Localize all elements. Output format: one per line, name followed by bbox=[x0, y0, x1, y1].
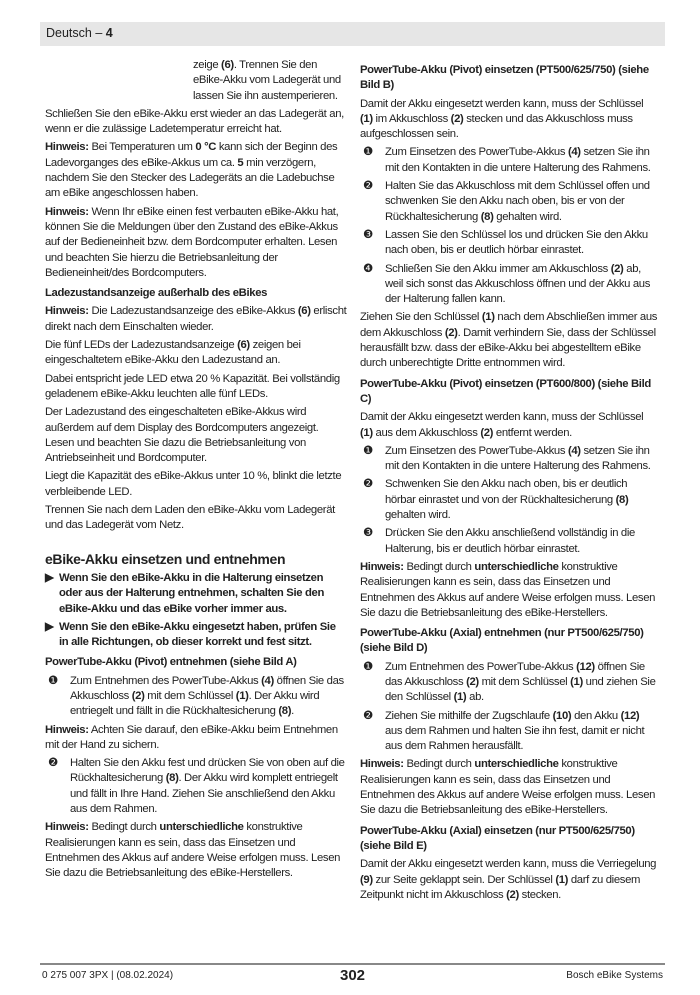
bold-text: Hinweis: bbox=[45, 205, 89, 218]
text: Bedingt durch bbox=[403, 560, 475, 573]
text: und ziehen Sie den Schlüssel bbox=[385, 675, 656, 704]
header-section: 4 bbox=[105, 26, 113, 40]
text: PowerTube-Akku (Pivot) einsetzen (PT500/625/750) (siehe Bild B) bbox=[360, 64, 649, 92]
text: stecken. bbox=[518, 888, 561, 901]
bold-text: (1) bbox=[481, 311, 495, 324]
step-item bbox=[360, 709, 658, 755]
paragraph bbox=[45, 469, 347, 500]
paragraph bbox=[360, 560, 658, 621]
subheading bbox=[45, 655, 347, 670]
text: Halten Sie das Akkuschloss mit dem Schlüssel offen und schwenken Sie den Akku nach oben, bis er von der Rückhaltesicherung bbox=[385, 180, 650, 223]
text: Bedingt durch bbox=[88, 821, 160, 834]
bold-text: Hinweis: bbox=[45, 821, 89, 834]
warning-bullet bbox=[45, 620, 347, 651]
paragraph bbox=[45, 205, 347, 281]
bold-text: (10) bbox=[552, 709, 572, 722]
step-number-icon: ❹ bbox=[363, 262, 373, 275]
step-item bbox=[360, 145, 658, 176]
page-footer bbox=[40, 963, 665, 984]
text: nach dem Abschließen immer aus dem Akkuschloss bbox=[360, 311, 658, 339]
paragraph bbox=[360, 757, 658, 818]
step-item bbox=[360, 477, 658, 523]
text: Wenn Ihr eBike einen fest verbauten eBike-Akku hat, können Sie die Meldungen über den Zustand des eBike-Akkus auf der Bedieneinheit bzw. dem Bordcomputer erhalten. Lesen und beachten Sie hierzu die Betriebsanleitung der Bedieneinheit/des Bordcomputers. bbox=[45, 205, 339, 279]
text: Die fünf LEDs der Ladezustandsanzeige bbox=[45, 339, 238, 352]
text: Ziehen Sie mithilfe der Zugschlaufe bbox=[385, 709, 553, 722]
step-item bbox=[360, 228, 658, 259]
text: Zum Entnehmen des PowerTube-Akkus bbox=[70, 674, 262, 687]
paragraph bbox=[45, 140, 347, 201]
triangle-bullet-icon: ▶ bbox=[45, 571, 54, 584]
bold-text: (1) bbox=[360, 112, 373, 125]
text: Der Ladezustand des eingeschalteten eBike-Akkus wird außerdem auf dem Display des Bordcomputers angezeigt. Lesen und beachten Sie dazu die Betriebsanleitung von Antriebseinheit und Bordcomputer. bbox=[45, 406, 319, 465]
text: im Akkuschloss bbox=[372, 112, 451, 125]
header-title bbox=[46, 26, 113, 40]
text: mit dem Schlüssel bbox=[144, 689, 236, 702]
bold-text: (9) bbox=[360, 873, 373, 886]
text: PowerTube-Akku (Pivot) einsetzen (PT600/800) (siehe Bild C) bbox=[360, 377, 651, 405]
paragraph bbox=[45, 304, 347, 335]
step-number-icon: ❶ bbox=[363, 660, 373, 673]
paragraph bbox=[360, 97, 658, 143]
bold-text: (2) bbox=[480, 426, 494, 439]
text: Bei Temperaturen um bbox=[88, 141, 196, 154]
text: . Der Akku wird komplett entriegelt und fällt in Ihre Hand. Ziehen Sie anschließend den Akku aus dem Rahmen. bbox=[70, 772, 338, 816]
text: Zum Einsetzen des PowerTube-Akkus bbox=[385, 146, 568, 159]
text: mit dem Schlüssel bbox=[478, 675, 571, 688]
text: konstruktive Realisierungen kann es sein, dass das Einsetzen und Entnehmen des Akkus auf andere Weise erfolgen muss. Lesen Sie dazu die Betriebsanleitung des eBike-Herstellers. bbox=[45, 821, 341, 880]
bold-text: (4) bbox=[261, 674, 274, 687]
paragraph bbox=[360, 857, 658, 903]
step-item bbox=[45, 674, 347, 720]
text: gehalten wird. bbox=[385, 509, 451, 522]
bold-text: (4) bbox=[567, 444, 581, 457]
text: ab. bbox=[466, 691, 484, 704]
text: Trennen Sie nach dem Laden den eBike-Akku vom Ladegerät und das Ladegerät vom Netz. bbox=[45, 504, 335, 532]
step-item bbox=[45, 756, 347, 817]
text: stecken und das Akkuschloss muss aufgeschlossen sein. bbox=[360, 112, 633, 141]
paragraph bbox=[360, 410, 658, 441]
text: den Akku bbox=[571, 709, 621, 722]
text: Schließen Sie den Akku immer am Akkuschloss bbox=[385, 262, 611, 275]
step-item bbox=[360, 262, 658, 308]
text: gehalten wird. bbox=[493, 210, 562, 223]
text: erlischt direkt nach dem Einschalten wieder. bbox=[45, 305, 347, 333]
text: darf zu diesem Zeitpunkt nicht im Akkuschloss bbox=[360, 873, 641, 901]
bold-text: (1) bbox=[570, 675, 583, 688]
text: min verzögern, nachdem Sie den Stecker des Ladegeräts an die Ladebuchse am eBike angeschlossen haben. bbox=[45, 156, 335, 200]
paragraph bbox=[45, 107, 347, 138]
text: aus dem Rahmen und halten Sie ihn fest, damit er nicht aus dem Rahmen herausfällt. bbox=[385, 724, 645, 753]
warning-bullet bbox=[45, 571, 347, 617]
paragraph bbox=[45, 723, 347, 754]
text: Zum Entnehmen des PowerTube-Akkus bbox=[385, 660, 577, 673]
paragraph bbox=[193, 58, 347, 104]
text: Zum Einsetzen des PowerTube-Akkus bbox=[385, 444, 568, 457]
text: Wenn Sie den eBike-Akku eingesetzt haben, prüfen Sie in alle Richtungen, ob dieser korrekt und fest sitzt. bbox=[59, 620, 336, 649]
text: Achten Sie darauf, den eBike-Akku beim Entnehmen mit der Hand zu sichern. bbox=[45, 723, 338, 751]
bold-text: (2) bbox=[450, 112, 464, 125]
text: PowerTube-Akku (Axial) entnehmen (nur PT500/625/750) (siehe Bild D) bbox=[360, 627, 644, 655]
text: Bedingt durch bbox=[403, 758, 475, 771]
text: aus dem Akkuschloss bbox=[372, 426, 481, 439]
step-number-icon: ❷ bbox=[363, 180, 373, 193]
text: Liegt die Kapazität des eBike-Akkus unter 10 %, blinkt die letzte verbleibende LED. bbox=[45, 470, 342, 498]
text: Schwenken Sie den Akku nach oben, bis er deutlich hörbar einrastet und von der Rückhaltesicherung bbox=[385, 478, 628, 506]
bold-text: (8) bbox=[278, 705, 292, 718]
bold-text: (2) bbox=[466, 675, 479, 688]
text: kann sich der Beginn des Ladevorganges des eBike-Akkus um ca. bbox=[45, 141, 338, 169]
bold-text: Hinweis: bbox=[45, 305, 89, 318]
text: setzen Sie ihn mit den Kontakten in die untere Halterung des Rahmens. bbox=[385, 444, 651, 473]
bold-text: Hinweis: bbox=[360, 758, 404, 771]
text: Ziehen Sie den Schlüssel bbox=[360, 311, 482, 324]
text: . bbox=[291, 705, 294, 718]
header-language: Deutsch – bbox=[46, 26, 106, 40]
bold-text: Hinweis: bbox=[360, 560, 404, 573]
text: ab, weil sich sonst das Akkuschloss öffnen und der Akku aus der Halterung fallen kann. bbox=[385, 262, 651, 306]
step-item bbox=[360, 444, 658, 475]
text: öffnen Sie das Akkuschloss bbox=[70, 674, 344, 702]
bold-text: unterschiedliche bbox=[159, 821, 244, 834]
bold-text: 5 bbox=[237, 156, 244, 169]
step-item bbox=[360, 660, 658, 706]
bold-text: (2) bbox=[131, 689, 145, 702]
step-number-icon: ❶ bbox=[363, 146, 373, 159]
bold-text: (2) bbox=[610, 262, 624, 275]
step-item bbox=[360, 179, 658, 225]
step-number-icon: ❷ bbox=[363, 709, 373, 722]
bold-text: 0 °C bbox=[195, 141, 217, 154]
text: Damit der Akku eingesetzt werden kann, muss der Schlüssel bbox=[360, 97, 644, 110]
document-id: 0 275 007 3PX | (08.02.2024) bbox=[42, 970, 174, 981]
text: Ladezustandsanzeige außerhalb des eBikes bbox=[45, 287, 268, 300]
subheading bbox=[360, 377, 658, 408]
bold-text: (2) bbox=[506, 888, 519, 901]
text: entfernt werden. bbox=[493, 426, 572, 439]
text: Die Ladezustandsanzeige des eBike-Akkus bbox=[88, 305, 298, 318]
bold-text: (12) bbox=[576, 660, 595, 673]
bold-text: unterschiedliche bbox=[474, 758, 559, 771]
bold-text: (6) bbox=[237, 339, 250, 352]
text: Damit der Akku eingesetzt werden kann, muss die Verriegelung bbox=[360, 858, 657, 871]
bold-text: (8) bbox=[480, 210, 494, 223]
bold-text: (8) bbox=[165, 772, 179, 785]
paragraph bbox=[45, 338, 347, 369]
paragraph bbox=[360, 310, 658, 371]
bold-text: unterschiedliche bbox=[474, 560, 559, 573]
text: . Der Akku wird entriegelt und fällt in die Rückhaltesicherung bbox=[70, 689, 320, 718]
subheading bbox=[45, 286, 347, 301]
text: Dabei entspricht jede LED etwa 20 % Kapazität. Bei vollständig geladenem eBike-Akku leuchten alle fünf LEDs. bbox=[45, 372, 340, 400]
page-number: 302 bbox=[339, 967, 366, 984]
triangle-bullet-icon: ▶ bbox=[45, 620, 54, 633]
paragraph bbox=[45, 503, 347, 534]
step-number-icon: ❷ bbox=[363, 478, 373, 491]
subheading bbox=[360, 824, 658, 855]
text: zur Seite geklappt sein. Der Schlüssel bbox=[372, 873, 556, 886]
text: PowerTube-Akku (Axial) einsetzen (nur PT500/625/750) (siehe Bild E) bbox=[360, 824, 635, 852]
bold-text: (6) bbox=[221, 59, 234, 71]
text: eBike-Akku einsetzen und entnehmen bbox=[45, 550, 286, 567]
text: öffnen Sie das Akkuschloss bbox=[385, 660, 645, 688]
text: PowerTube-Akku (Pivot) entnehmen (siehe Bild A) bbox=[45, 656, 297, 669]
bold-text: (1) bbox=[235, 689, 249, 702]
step-number-icon: ❷ bbox=[48, 757, 58, 770]
text: konstruktive Realisierungen kann es sein, dass das Einsetzen und Entnehmen des Akkus auf andere Weise erfolgen muss. Lesen Sie dazu die Betriebsanleitung des eBike-Herstellers. bbox=[360, 758, 656, 817]
bold-text: (8) bbox=[615, 493, 629, 506]
section-heading bbox=[45, 552, 347, 567]
text: . Trennen Sie den eBike-Akku vom Ladegerät und lassen Sie ihn austemperieren. bbox=[193, 59, 341, 102]
bold-text: (1) bbox=[555, 873, 569, 886]
brand-name: Bosch eBike Systems bbox=[566, 970, 663, 981]
step-number-icon: ❶ bbox=[363, 444, 373, 457]
step-number-icon: ❶ bbox=[48, 674, 58, 687]
bold-text: (12) bbox=[620, 709, 640, 722]
text: konstruktive Realisierungen kann es sein, dass das Einsetzen und Entnehmen des Akkus auf andere Weise erfolgen muss. Lesen Sie dazu die Betriebsanleitung des eBike-Herstellers. bbox=[360, 560, 656, 619]
text: zeige bbox=[193, 59, 222, 71]
text: Lassen Sie den Schlüssel los und drücken Sie den Akku nach oben, bis er deutlich hörbar einrastet. bbox=[385, 228, 648, 257]
left-column bbox=[45, 58, 347, 885]
step-number-icon: ❸ bbox=[363, 228, 373, 241]
paragraph bbox=[45, 405, 347, 466]
text: Damit der Akku eingesetzt werden kann, muss der Schlüssel bbox=[360, 411, 644, 424]
bold-text: (2) bbox=[444, 326, 458, 339]
step-number-icon: ❸ bbox=[363, 527, 373, 540]
text: setzen Sie ihn mit den Kontakten in die untere Halterung des Rahmens. bbox=[385, 146, 651, 174]
bold-text: (1) bbox=[360, 426, 373, 439]
page-header bbox=[40, 22, 665, 46]
text: Halten Sie den Akku fest und drücken Sie von oben auf die Rückhaltesicherung bbox=[70, 757, 345, 785]
text: Drücken Sie den Akku anschließend vollständig in die Halterung, bis er deutlich hörbar einrastet. bbox=[385, 527, 635, 555]
bold-text: (6) bbox=[297, 305, 311, 318]
step-item bbox=[360, 526, 658, 557]
text: Schließen Sie den eBike-Akku erst wieder an das Ladegerät an, wenn er die zulässige Ladetemperatur erreicht hat. bbox=[45, 107, 344, 136]
text: . Damit verhindern Sie, dass der Schlüssel herausfällt bzw. dass der eBike-Akku bei abgestelltem eBike durch unberechtigte Dritte entnommen wird. bbox=[360, 326, 656, 370]
subheading bbox=[360, 626, 658, 657]
text: Wenn Sie den eBike-Akku in die Halterung einsetzen oder aus der Halterung entnehmen, schalten Sie den eBike-Akku und das eBike vorher immer aus. bbox=[59, 571, 324, 615]
bold-text: (1) bbox=[453, 691, 467, 704]
bold-text: (4) bbox=[567, 146, 581, 159]
right-column bbox=[360, 58, 658, 906]
paragraph bbox=[45, 372, 347, 403]
bold-text: Hinweis: bbox=[45, 141, 89, 154]
text: zeigen bei eingeschaltetem eBike-Akku den Ladezustand an. bbox=[45, 339, 301, 367]
bold-text: Hinweis: bbox=[45, 723, 89, 736]
paragraph bbox=[45, 820, 347, 881]
subheading bbox=[360, 63, 658, 94]
